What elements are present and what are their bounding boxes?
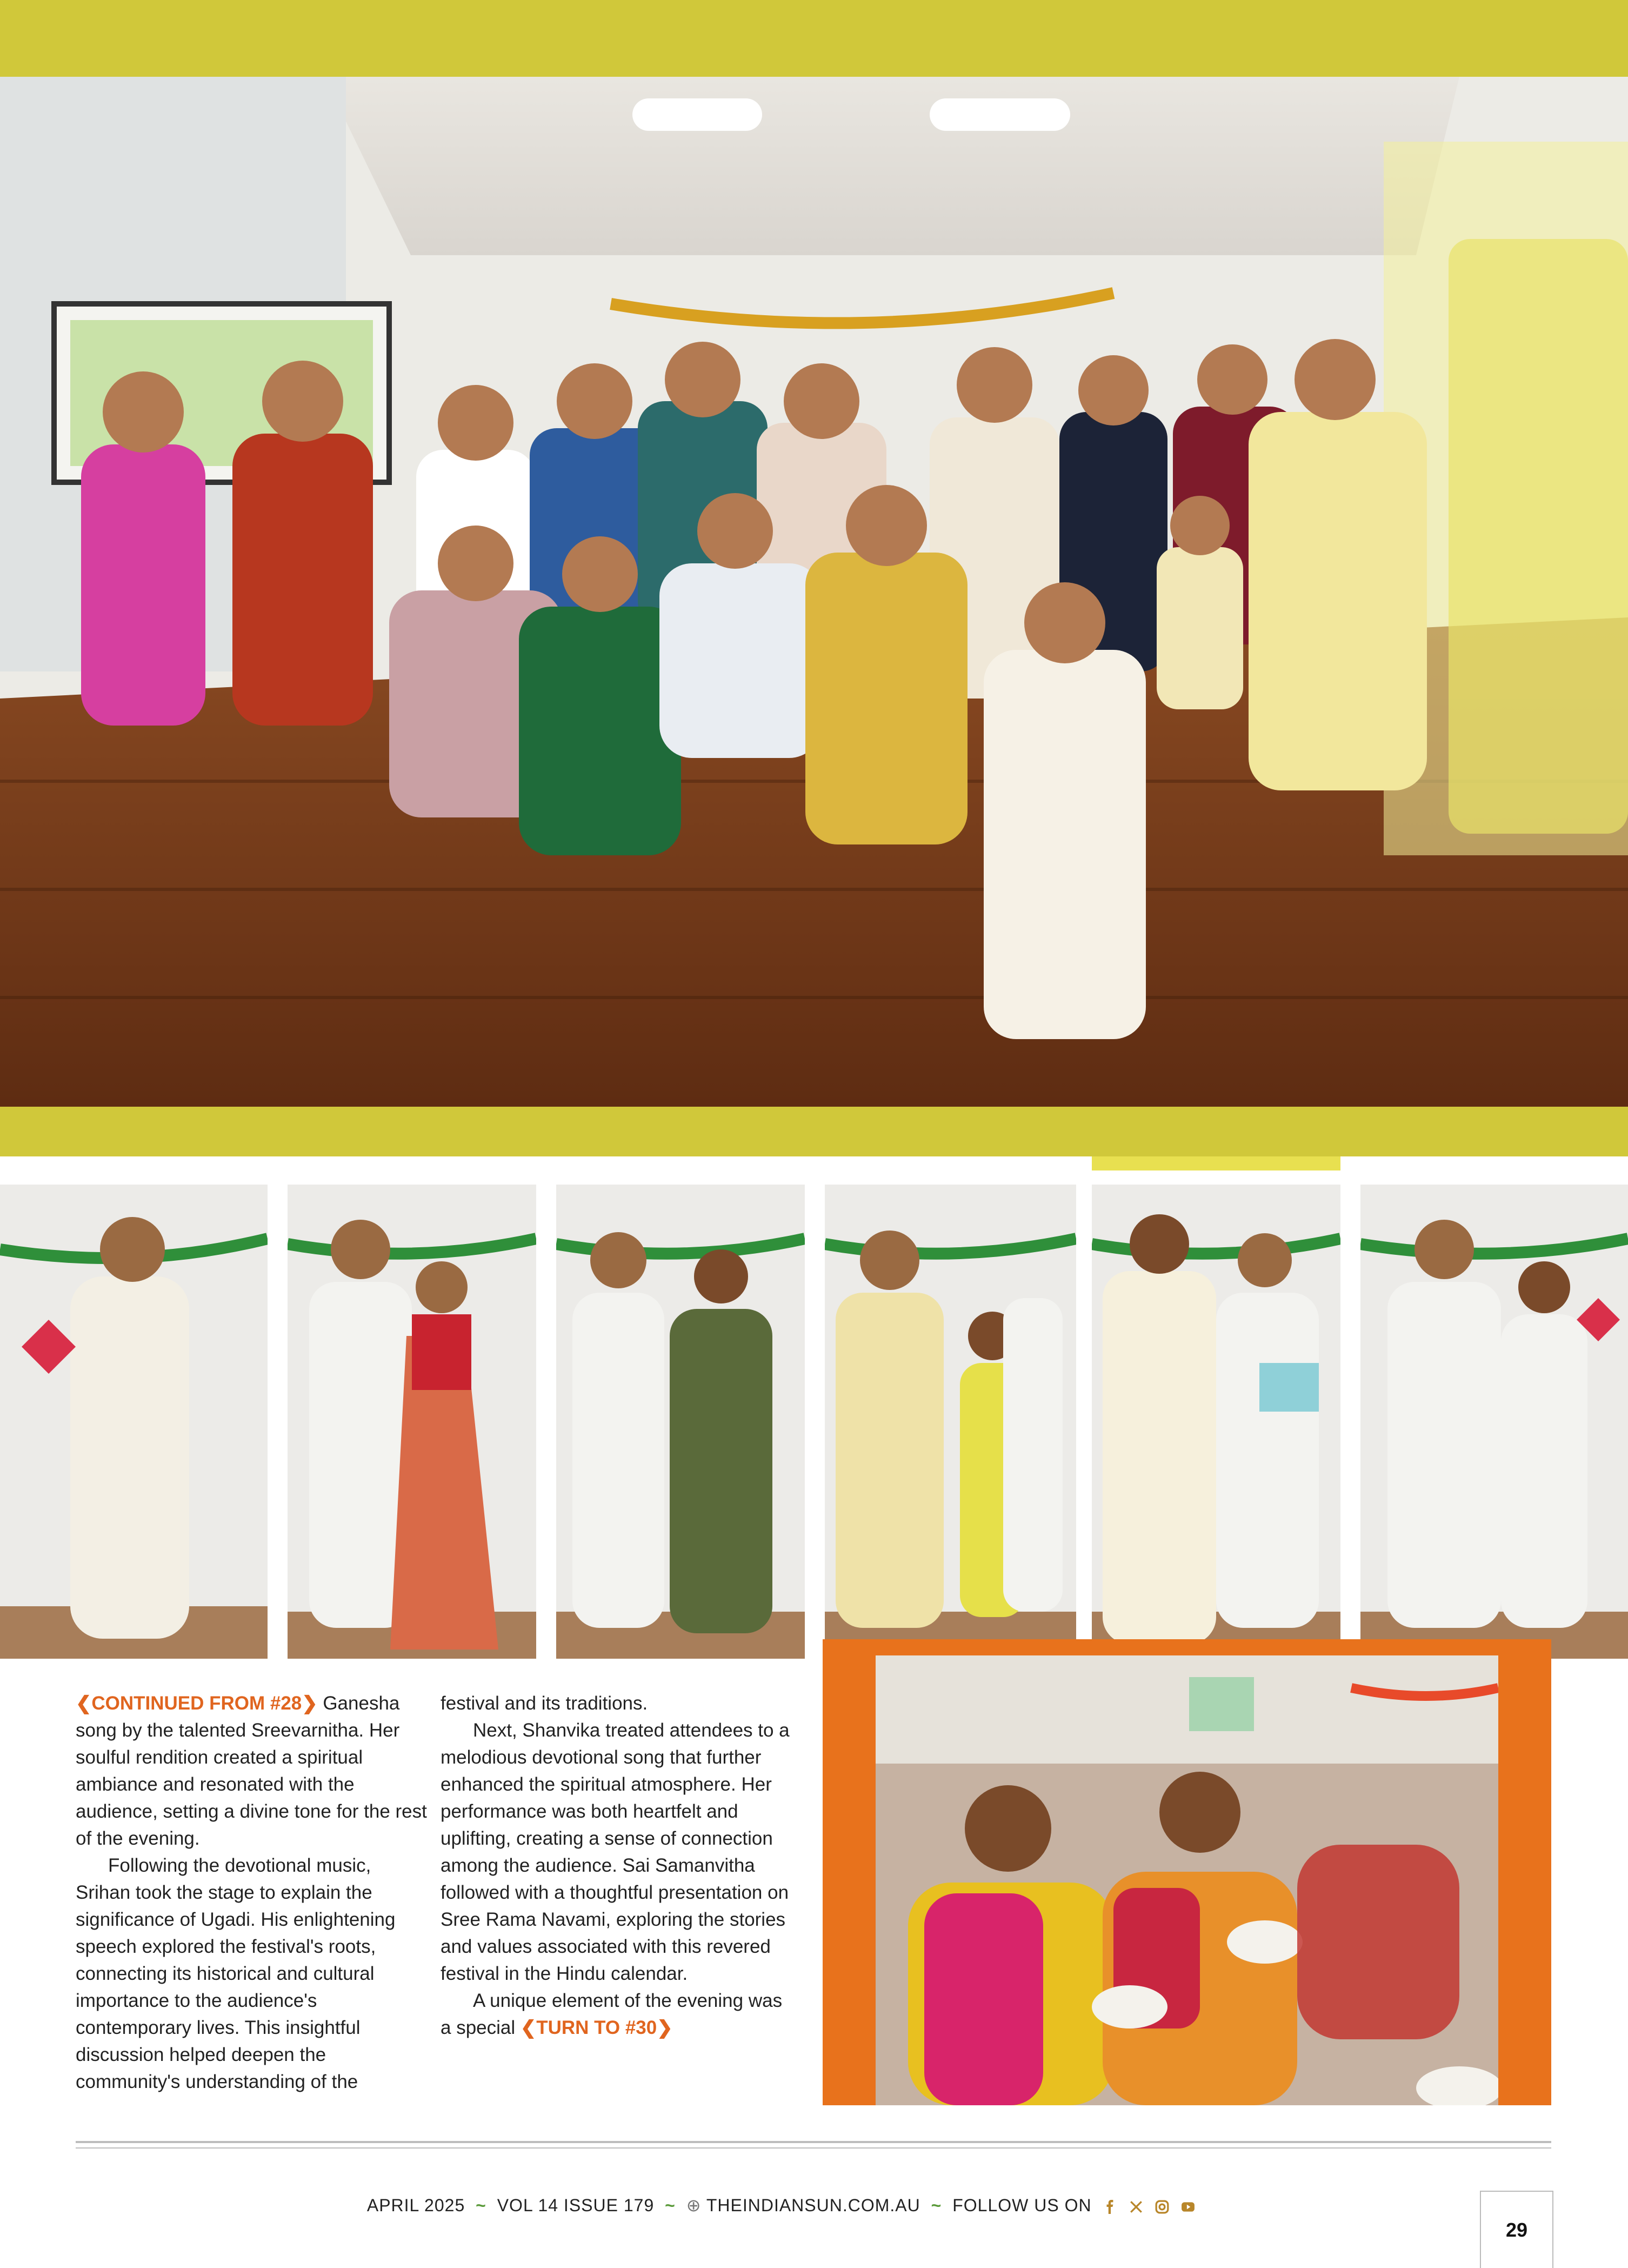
- col1-paragraph-2: Following the devotional music, Srihan took the stage to explain the significance of Ugadi. His enlightening speech explored the festival's roots, connecting its historical and cultural importance to the audience's contemporary lives. This insightful discussion helped deepen the community's understanding of the: [76, 1855, 396, 2092]
- facebook-icon[interactable]: [1103, 2200, 1117, 2214]
- leaf-icon: ~: [665, 2196, 676, 2215]
- accent-tab: [1092, 1156, 1340, 1170]
- strip-photo-award-5: [1360, 1185, 1628, 1659]
- footer-date: APRIL 2025: [366, 2196, 465, 2215]
- youtube-icon[interactable]: [1181, 2200, 1195, 2214]
- photo-strip: [0, 1185, 1628, 1659]
- turn-to-label: TURN TO #30: [536, 2017, 657, 2038]
- strip-photo-singer: [0, 1185, 268, 1659]
- strip-photo-award-1: [288, 1185, 536, 1659]
- footer-bar: [0, 2195, 1562, 2216]
- article-column-1: [76, 1690, 427, 2096]
- girls-dining-photo: [876, 1655, 1498, 2105]
- leaf-icon: ~: [476, 2196, 486, 2215]
- top-color-band: [0, 0, 1628, 77]
- continued-from-label: CONTINUED FROM #28: [91, 1693, 302, 1714]
- col2-paragraph-2: Next, Shanvika treated attendees to a melodious devotional song that further enhanced the spiritual atmosphere. Her performance was both heartfelt and uplifting, creating a sense of connection among the audience. Sai Samanvitha followed with a thoughtful presentation on Sree Rama Navami, exploring the stories and values associated with this revered festival in the Hindu calendar.: [441, 1720, 790, 1984]
- footer-rule-bottom: [76, 2147, 1551, 2149]
- strip-photo-award-4: [1092, 1185, 1340, 1659]
- col2-paragraph-1: festival and its traditions.: [441, 1693, 648, 1714]
- footer-issue: VOL 14 ISSUE 179: [497, 2196, 655, 2215]
- group-photo: [0, 77, 1628, 1107]
- continued-from-link[interactable]: ❮CONTINUED FROM #28❯: [76, 1693, 318, 1714]
- leaf-icon: ~: [931, 2196, 942, 2215]
- x-icon[interactable]: [1129, 2200, 1143, 2214]
- page-number: 29: [1480, 2191, 1553, 2268]
- globe-icon: ⊕: [686, 2196, 702, 2215]
- instagram-icon[interactable]: [1155, 2200, 1169, 2214]
- article-column-2: [441, 1690, 792, 2041]
- white-strip: [0, 1156, 1628, 1185]
- footer-follow: FOLLOW US ON: [952, 2196, 1092, 2215]
- col2-paragraph-3: A unique element of the evening was a special: [441, 1990, 783, 2038]
- footer-website[interactable]: THEINDIANSUN.COM.AU: [706, 2196, 920, 2215]
- footer-rule-top: [76, 2141, 1551, 2143]
- middle-color-band: [0, 1107, 1628, 1156]
- strip-photo-award-2: [556, 1185, 805, 1659]
- strip-photo-award-3: [825, 1185, 1076, 1659]
- col1-paragraph-1: Ganesha song by the talented Sreevarnitha. Her soulful rendition created a spiritual ambiance and resonated with the audience, setting a divine tone for the rest of the evening.: [76, 1693, 427, 1849]
- turn-to-link[interactable]: ❮TURN TO #30❯: [520, 2017, 673, 2038]
